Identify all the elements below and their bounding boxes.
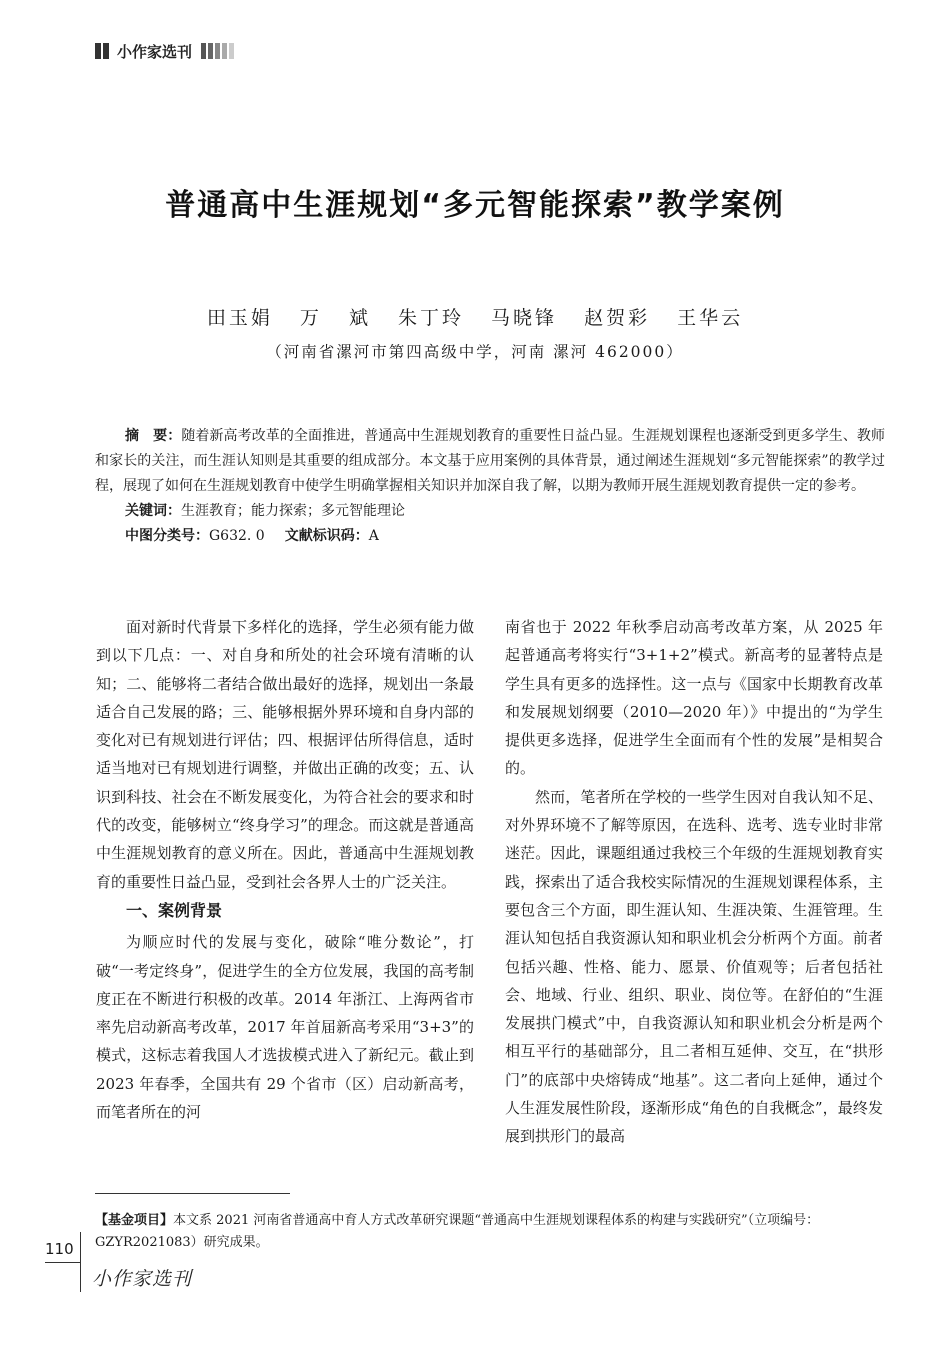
doc-code-value: A [368, 528, 379, 544]
page-number: 110 [45, 1240, 74, 1258]
header-bars-decoration [201, 43, 234, 59]
header-bar-mark [103, 43, 109, 59]
body-paragraph: 面对新时代背景下多样化的选择，学生必须有能力做到以下几点：一、对自身和所处的社会环境有清晰的认知；二、能够将二者结合做出最好的选择，规划出一条最适合自己发展的路；三、能够根据外界环境和自身内部的变化对已有规划进行评估；四、根据评估所得信息，适时适当地对已有规划进行调整，并做出正确的改变；五、认识到科技、社会在不断发展变化，为符合社会的要求和时代的改变，能够树立“终身学习”的理念。而这就是普通高中生涯规划教育的意义所在。因此，普通高中生涯规划教育的重要性日益凸显，受到社会各界人士的广泛关注。 [96, 618, 474, 891]
clc-value: G632. 0 [209, 528, 265, 544]
body-paragraph: 然而，笔者所在学校的一些学生因对自我认知不足、对外界环境不了解等原因，在选科、选考、选专业时非常迷茫。因此，课题组通过我校三个年级的生涯规划教育实践，探索出了适合我校实际情况的生涯规划课程体系，主要包含三个方面，即生涯认知、生涯决策、生涯管理。生涯认知包括自我资源认知和职业机会分析两个方面。前者包括兴趣、性格、能力、愿景、价值观等；后者包括社会、地域、行业、组织、职业、岗位等。在舒伯的“生涯发展拱门模式”中，自我资源认知和职业机会分析是两个相互平行的基础部分，且二者相互延伸、交互，在“拱形门”的底部中央熔铸成“地基”。这二者向上延伸，通过个人生涯发展性阶段，逐渐形成“角色的自我概念”，最终发展到拱形门的最高 [505, 787, 883, 1146]
running-header [95, 40, 234, 62]
header-bar-mark [95, 43, 101, 59]
footer-rule-vertical [80, 1232, 81, 1292]
article-affiliation: （河南省漯河市第四高级中学，河南 漯河 462000） [266, 343, 684, 361]
classification-line [95, 524, 885, 549]
article-authors: 田玉娟 万 斌 朱丁玲 马晓锋 赵贺彩 王华云 [206, 307, 744, 329]
keywords-line [95, 499, 885, 524]
abstract-text: 随着新高考改革的全面推进，普通高中生涯规划教育的重要性日益凸显。生涯规划课程也逐渐受到更多学生、教师和家长的关注，而生涯认知则是其重要的组成部分。本文基于应用案例的具体背景，通过阐述生涯规划“多元智能探索”的教学过程，展现了如何在生涯规划教育中使学生明确掌握相关知识并加深自我了解，以期为教师开展生涯规划教育提供一定的参考。 [95, 428, 886, 494]
journal-logo: 小作家选刊 [92, 1268, 193, 1290]
footnote-text: 本文系 2021 河南省普通高中育人方式改革研究课题“普通高中生涯规划课程体系的构建与实践研究”（立项编号：GZYR2021083）研究成果。 [95, 1213, 820, 1250]
body-column-left [96, 613, 474, 1126]
footer-rule-horizontal [45, 1262, 80, 1263]
footnote-label: 【基金项目】 [95, 1213, 174, 1228]
abstract-label: 摘 要： [125, 428, 182, 444]
section-heading: 一、案例背景 [126, 900, 223, 920]
clc-label: 中图分类号： [125, 528, 209, 544]
keywords-text: 生涯教育；能力探索；多元智能理论 [181, 503, 405, 519]
header-section-title: 小作家选刊 [117, 42, 193, 61]
body-paragraph: 为顺应时代的发展与变化，破除“唯分数论”，打破“一考定终身”，促进学生的全方位发展，我国的高考制度正在不断进行积极的改革。2014 年浙江、上海两省市率先启动新高考改革，2017 年首届新高考采用“3+3”的模式，这标志着我国人才选拔模式进入了新纪元。截止到 2023 年春季，全国共有 29 个省市（区）启动新高考，而笔者所在的河 [96, 933, 474, 1122]
abstract-block [95, 424, 885, 549]
doc-code-label: 文献标识码： [284, 528, 369, 544]
footnote [95, 1210, 885, 1254]
keywords-label: 关键词： [125, 503, 181, 519]
abstract-paragraph [95, 424, 885, 499]
body-paragraph: 南省也于 2022 年秋季启动高考改革方案，从 2025 年起普通高考将实行“3+1+2”模式。新高考的显著特点是学生具有更多的选择性。这一点与《国家中长期教育改革和发展规划纲要（2010—2020 年）》中提出的“为学生提供更多选择，促进学生全面而有个性的发展”是相契合的。 [505, 618, 883, 778]
body-column-right [505, 613, 883, 1151]
footnote-divider [95, 1193, 290, 1194]
article-title: 普通高中生涯规划“多元智能探索”教学案例 [165, 188, 785, 223]
